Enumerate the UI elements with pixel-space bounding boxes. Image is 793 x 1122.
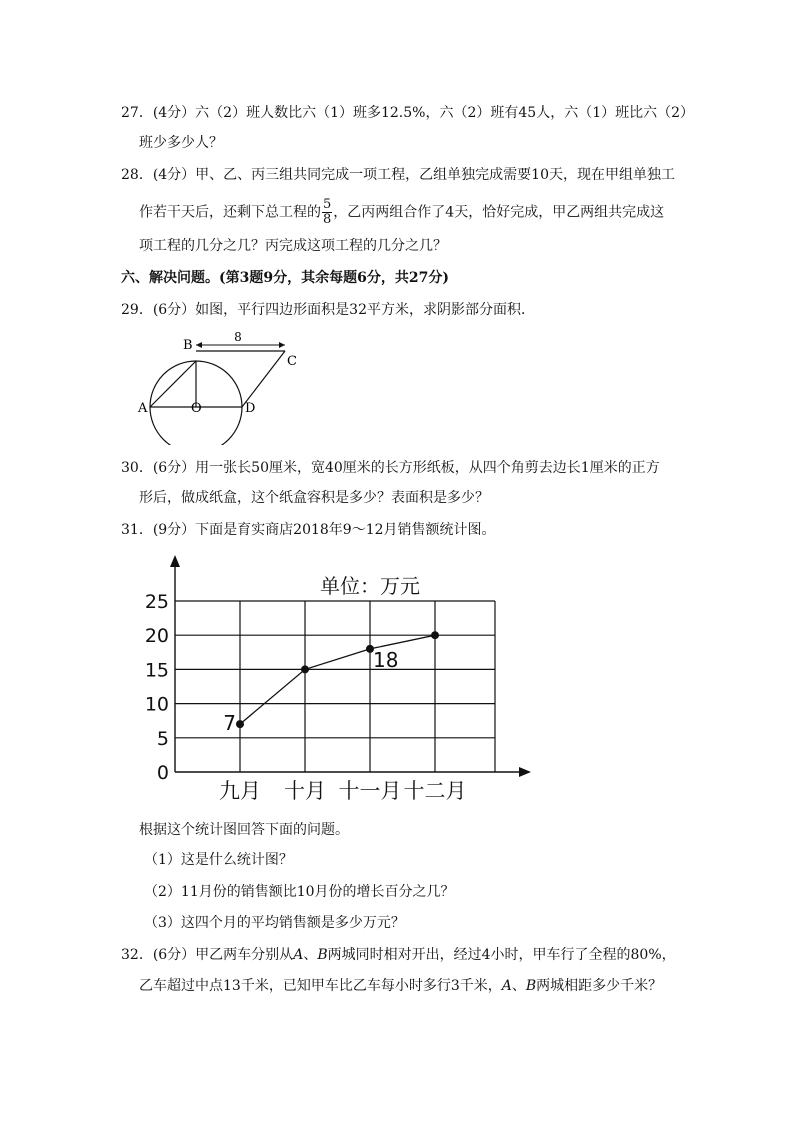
q32-line2-a: 乙车超过中点13千米，已知甲车比乙车每小时多行3千米， <box>139 978 502 994</box>
x-tick-label: 十月 <box>284 779 326 803</box>
section6-heading: 六、解决问题。(第3题9分，其余每题6分，共27分) <box>121 270 449 286</box>
label-O: O <box>191 401 202 416</box>
y-tick-label: 25 <box>144 591 169 613</box>
q28-line2-a: 作若干天后，还剩下总工程的 <box>139 204 321 221</box>
frac-denominator: 8 <box>323 212 332 227</box>
y-tick-label: 0 <box>156 762 169 784</box>
sep-2: 、 <box>511 978 526 994</box>
data-point <box>301 665 309 673</box>
y-tick-label: 10 <box>144 693 169 716</box>
sales-line-chart <box>135 553 545 808</box>
city-b-2: B <box>525 978 537 994</box>
q32-line1-a: 32．(6分）甲乙两车分别从 <box>121 947 294 963</box>
data-point <box>236 720 244 728</box>
q27-line1: 27．(4分）六（2）班人数比六（1）班多12.5%，六（2）班有45人，六（1）班比六（2） <box>121 105 695 121</box>
segment-AB <box>150 361 196 407</box>
q32-line2-b: 两城相距多少千米？ <box>536 978 663 994</box>
y-axis-arrow-icon <box>170 555 180 567</box>
label-B: B <box>183 338 193 353</box>
q32-line2 <box>139 976 662 996</box>
y-tick-label: 5 <box>156 727 169 750</box>
q32-line1-b: 两城同时相对开出，经过4小时，甲车行了全程的80%， <box>327 947 676 963</box>
x-tick-label: 十二月 <box>403 779 467 803</box>
q28-line1: 28．(4分）甲、乙、丙三组共同完成一项工程，乙组单独完成需要10天，现在甲组单独工 <box>121 167 675 183</box>
y-tick-label: 15 <box>144 659 169 682</box>
sep: 、 <box>303 947 318 963</box>
city-a: A <box>293 947 304 963</box>
q28-line2-b: ，乙丙两组合作了4天，恰好完成，甲乙两组共完成这 <box>333 204 665 221</box>
q29-text: 29．(6分）如图，平行四边形面积是32平方米，求阴影部分面积． <box>121 302 535 318</box>
label-A: A <box>138 401 148 416</box>
arrow-right-icon <box>279 342 285 348</box>
label-8: 8 <box>234 330 242 344</box>
q31-text: 31．(9分）下面是育实商店2018年9～12月销售额统计图。 <box>121 522 496 538</box>
label-C: C <box>287 354 297 369</box>
arrow-left-icon <box>196 342 202 348</box>
city-a-2: A <box>501 978 512 994</box>
q32-line1 <box>121 945 676 965</box>
x-tick-label: 九月 <box>219 779 261 803</box>
parallelogram-circle-figure <box>135 330 305 445</box>
q28-line2 <box>139 198 664 227</box>
x-axis-arrow-icon <box>519 767 531 777</box>
series-line <box>240 635 435 724</box>
q30-line1: 30．(6分）用一张长50厘米，宽40厘米的长方形纸板，从四个角剪去边长1厘米的正方 <box>121 460 660 476</box>
label-D: D <box>245 401 256 416</box>
segment-CD <box>242 351 285 407</box>
q31-sub1: （1）这是什么统计图？ <box>144 852 293 868</box>
x-tick-label: 十一月 <box>338 779 402 803</box>
y-tick-label: 20 <box>144 625 169 648</box>
q31-sub3: （3）这四个月的平均销售额是多少万元？ <box>144 915 405 931</box>
data-point <box>431 631 439 639</box>
data-label: 18 <box>373 647 399 672</box>
q27-line2: 班少多少人？ <box>139 135 223 151</box>
frac-numerator: 5 <box>323 197 332 212</box>
q31-sub2: （2）11月份的销售额比10月份的增长百分之几？ <box>144 884 455 900</box>
chart-title: 单位：万元 <box>320 574 420 598</box>
q30-line2: 形后，做成纸盒，这个纸盒容积是多少？表面积是多少？ <box>139 490 489 506</box>
city-b: B <box>317 947 328 963</box>
fraction-five-eighths <box>322 198 332 227</box>
q31-after: 根据这个统计图回答下面的问题。 <box>139 822 349 838</box>
q28-line3: 项工程的几分之几？丙完成这项工程的几分之几？ <box>139 238 447 254</box>
data-label: 7 <box>223 711 236 736</box>
